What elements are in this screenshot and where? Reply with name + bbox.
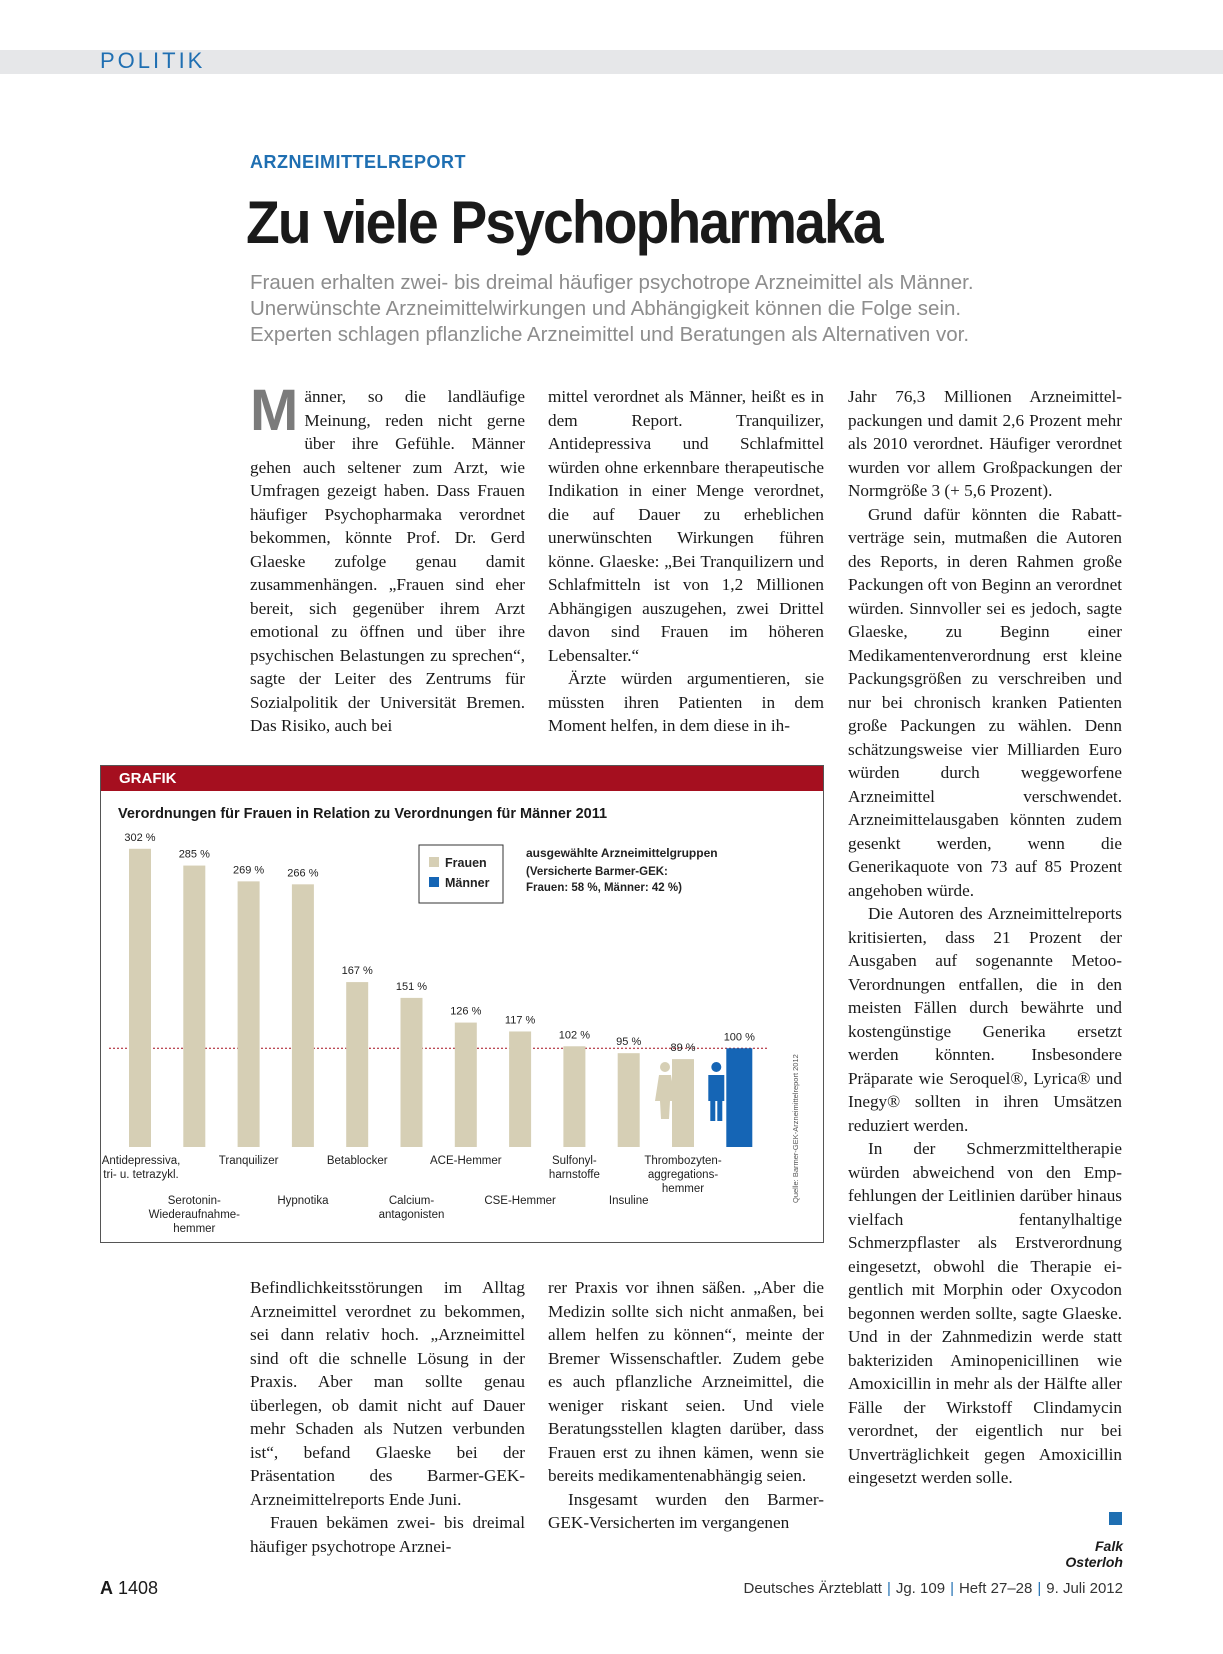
bar-cse-hemmer	[509, 1031, 531, 1147]
bar-value-label: 151 %	[395, 980, 428, 993]
category-label-line: Insuline	[608, 1195, 649, 1207]
body-paragraph: Die Autoren des Arzneimittelreports kritisierten, dass 21 Prozent der Ausgaben auf sogenannte Metoo-Verordnungen entfallen, die in den meisten Fällen durch bewährte und kostengünstige Generika ersetzt werden könnten. Insbesondere Präparate wie Seroquel®, Lyrica® und Inegy® sollten in ihren Umsätzen reduziert werden.	[848, 904, 1122, 1135]
bar-value-label: 117 %	[504, 1014, 536, 1027]
bar-value-label: 100 %	[723, 1031, 755, 1044]
category-label-line: Hypnotika	[277, 1195, 329, 1207]
category-label	[102, 1155, 181, 1181]
section-label: POLITIK	[100, 48, 206, 73]
bar-value-label: 302 %	[124, 831, 156, 844]
category-label-line: tri- u. tetrazykl.	[103, 1169, 179, 1181]
category-label	[149, 1195, 241, 1235]
body-column-1-top	[250, 378, 525, 738]
teaser-line: Frauen erhalten zwei- bis dreimal häufiger psychotrope Arzneimittel als Männer.	[250, 271, 974, 294]
teaser-line: Experten schlagen pflanzliche Arzneimittel und Beratungen als Alternativen vor.	[250, 323, 970, 346]
paragraph-text: änner, so die landläufige Meinung, reden nicht gerne über ihre Gefühle. Männer gehen auch seltener zum Arzt, wie Umfragen gezeigt haben. Dass Frauen häufiger Psychopharmaka verordnet bekommen, könnte Prof. Dr. Gerd Glaeske zufolge genau damit zusammenhängen. „Frauen sind eher bereit, sich gegenüber ihrem Arzt emotional zu öffnen und über ihre psychischen Belastungen zu sprechen“, sagte der Leiter des Zentrums für Sozialpolitik der Universität Bremen. Das Risiko, auch bei	[250, 387, 525, 735]
body-paragraph: Jahr 76,3 Millionen Arzneimittelpackungen und damit 2,6 Prozent mehr als 2010 verordnet. Häufiger verordnet wurden vor allem Großpackungen der Normgröße 3 (+ 5,6 Prozent).	[848, 387, 1122, 500]
category-label-line: hemmer	[661, 1183, 705, 1195]
bar-calcium-antagonisten	[401, 998, 423, 1147]
legend-note	[526, 846, 718, 894]
journal-date: 9. Juli 2012	[1046, 1580, 1123, 1597]
article-teaser	[250, 270, 1110, 348]
legend-label-maenner: Männer	[445, 876, 490, 890]
category-label-line: Calcium-	[388, 1195, 435, 1207]
bar-value-label: 102 %	[558, 1029, 591, 1042]
category-label	[430, 1155, 502, 1167]
bar-value-label: 266 %	[287, 867, 319, 880]
category-label-line: Betablocker	[326, 1155, 388, 1167]
legend-note-line: (Versicherte Barmer-GEK:	[526, 866, 668, 878]
chart-source: Quelle: Barmer-GEK-Arzneimittelreport 2012	[791, 1054, 800, 1203]
category-label-line: Serotonin-	[167, 1195, 221, 1207]
separator: |	[950, 1580, 954, 1597]
article-headline: Zu viele Psychopharmaka	[246, 189, 882, 256]
category-label-line: aggregations-	[647, 1169, 719, 1181]
legend-label-frauen: Frauen	[445, 856, 487, 870]
bar-serotonin-wiederaufnahme-hemmer	[183, 866, 205, 1147]
footer-publication	[744, 1580, 1123, 1597]
page-number-value: 1408	[118, 1578, 159, 1598]
bar-antidepressiva-tri-u-tetrazykl	[129, 849, 151, 1147]
body-paragraph: Grund dafür könnten die Rabattverträge sein, mutmaßen die Autoren des Reports, in deren Rahmen große Packungen oft von Beginn an verordnet würden. Sinnvoller sei es jedoch, sagte Glaeske, zu Beginn einer Medikamentenverordnung erst kleine Packungsgrößen zu verschreiben und nur bei chronisch kranken Patienten große Packungen zu wählen. Denn schätzungsweise vier Milliarden Euro würden durch weggeworfene Arzneimittel verschwendet. Arzneimittelausgaben könnten zudem gesenkt werden, wenn die Generikaquote von 73 auf 85 Prozent angehoben würde.	[848, 504, 1122, 900]
bar-insuline	[618, 1053, 640, 1147]
legend-note-line: Frauen: 58 %, Männer: 42 %)	[526, 882, 682, 894]
bar-betablocker	[346, 982, 368, 1147]
category-label	[484, 1195, 556, 1207]
separator: |	[886, 1580, 891, 1597]
body-paragraph	[250, 378, 525, 738]
body-paragraph: Frauen bekämen zwei- bis dreimal häufiger psychotrope Arznei-	[250, 1513, 525, 1556]
body-column-1-bottom	[250, 1276, 525, 1558]
body-paragraph: Insgesamt wurden den Barmer-GEK-Versicherten im vergangenen	[548, 1489, 824, 1532]
category-label	[327, 1155, 388, 1167]
bar-value-label: 89 %	[670, 1042, 696, 1055]
journal-name: Deutsches Ärzteblatt	[743, 1580, 882, 1597]
drop-cap: M	[250, 378, 299, 443]
category-label-line: antagonisten	[378, 1209, 445, 1221]
category-label-line: harnstoffe	[548, 1169, 600, 1181]
bar-thrombozyten-aggregations-hemmer	[672, 1059, 694, 1147]
chart-legend	[419, 845, 503, 903]
category-label-line: Antidepressiva,	[101, 1155, 181, 1167]
body-column-2-bottom	[548, 1276, 824, 1535]
category-label	[644, 1155, 722, 1195]
bar-tranquilizer	[238, 881, 260, 1147]
body-column-3	[848, 385, 1122, 1490]
body-paragraph: Ärzte würden argumentieren, sie müssten ihren Patienten in dem Moment helfen, in dem diese in ih-	[548, 669, 824, 735]
author-name: Falk Osterloh	[1065, 1538, 1123, 1570]
category-label-line: Wiederaufnahme-	[148, 1209, 241, 1221]
page-number	[100, 1578, 158, 1599]
legend-note-line: ausgewählte Arzneimittelgruppen	[526, 846, 718, 860]
category-label	[549, 1155, 600, 1181]
category-label	[277, 1195, 329, 1207]
category-label-line: Sulfonyl-	[552, 1155, 597, 1167]
body-paragraph: Befindlichkeitsstörungen im Alltag Arzneimittel verordnet zu bekommen, sei dann relativ hoch. „Arzneimittel sind oft die schnelle Lösung in der Praxis. Aber man sollte genau überlegen, ob damit nicht auf Dauer mehr Schaden als Nutzen verbunden ist“, befand Glaeske bei der Präsentation des Barmer-GEK-Arzneimittelreports Ende Juni.	[250, 1278, 525, 1509]
bar-maenner	[726, 1048, 752, 1147]
bar-value-label: 95 %	[616, 1036, 642, 1049]
category-label	[379, 1195, 445, 1221]
category-label	[219, 1155, 279, 1167]
body-paragraph: In der Schmerzmitteltherapie würden abweichend von den Empfehlungen der Leitlinien darüber hinaus vielfach fentanylhaltige Schmerzpflaster als Erstverordnung eingesetzt, obwohl die Therapie eigentlich mit Morphin oder Oxycodon begonnen werden sollte, sagte Glaeske. Und in der Zahnmedizin werde statt bakteriziden Aminopenicillinen wie Amoxicillin in mehr als der Hälfte aller Fälle der Wirkstoff Clindamycin verordnet, der eigentlich nur bei Unverträglichkeit gegen Amoxicillin eingesetzt werden solle.	[848, 1139, 1122, 1487]
page-prefix: A	[100, 1578, 113, 1598]
article-kicker: ARZNEIMITTELREPORT	[250, 152, 466, 172]
legend-swatch-maenner	[429, 877, 439, 887]
bar-value-label: 167 %	[341, 965, 373, 978]
category-label-line: hemmer	[173, 1223, 216, 1235]
bar-value-label: 269 %	[232, 864, 265, 877]
category-label-line: Tranquilizer	[218, 1155, 279, 1167]
journal-volume: Jg. 109	[895, 1580, 946, 1597]
male-figure-icon	[708, 1062, 724, 1121]
separator: |	[1037, 1580, 1042, 1597]
body-paragraph: rer Praxis vor ihnen säßen. „Aber die Medizin sollte sich nicht anmaßen, bei allem helfen zu können“, meinte der Bremer Wissenschaftler. Zudem gebe es auch pflanzliche Arzneimittel, die weniger riskant seien. Und viele Beratungsstellen klagten darüber, dass Frauen erst zu ihnen kämen, wenn sie bereits medikamentenabhängig seien.	[548, 1278, 824, 1485]
bar-value-label: 126 %	[450, 1005, 482, 1018]
chart-title: Verordnungen für Frauen in Relation zu Verordnungen für Männer 2011	[118, 806, 608, 822]
grafik-header	[101, 766, 823, 791]
bar-hypnotika	[292, 884, 314, 1147]
grafik-label: GRAFIK	[119, 770, 177, 787]
journal-issue: Heft 27–28	[958, 1580, 1033, 1597]
grafik-box	[100, 765, 824, 1243]
teaser-line: Unerwünschte Arzneimittelwirkungen und Abhängigkeit können die Folge sein.	[250, 297, 962, 320]
category-label	[609, 1195, 649, 1207]
bar-value-label: 285 %	[178, 848, 210, 861]
legend-swatch-frauen	[429, 857, 439, 867]
legend-box	[419, 845, 503, 903]
end-mark-icon	[1109, 1512, 1122, 1525]
body-paragraph: mittel verordnet als Männer, heißt es in dem Report. Tranquilizer, Antidepressiva und Schlafmittel würden ohne erkennbare therapeutische Indikation in einer Menge verordnet, die auf Dauer zu erheblichen unerwünschten Wirkungen führen könne. Glaeske: „Bei Tranquilizern und Schlafmitteln ist von 1,2 Millionen Abhängigen auszugehen, zwei Drittel davon sind Frauen im höheren Lebensalter.“	[548, 387, 824, 665]
category-label-line: Thrombozyten-	[644, 1155, 722, 1167]
bar-chart	[101, 791, 823, 1241]
bar-sulfonyl-harnstoffe	[563, 1046, 585, 1147]
category-label-line: CSE-Hemmer	[484, 1195, 556, 1207]
category-label-line: ACE-Hemmer	[430, 1155, 502, 1167]
bar-ace-hemmer	[455, 1023, 477, 1147]
body-column-2-top	[548, 385, 824, 738]
